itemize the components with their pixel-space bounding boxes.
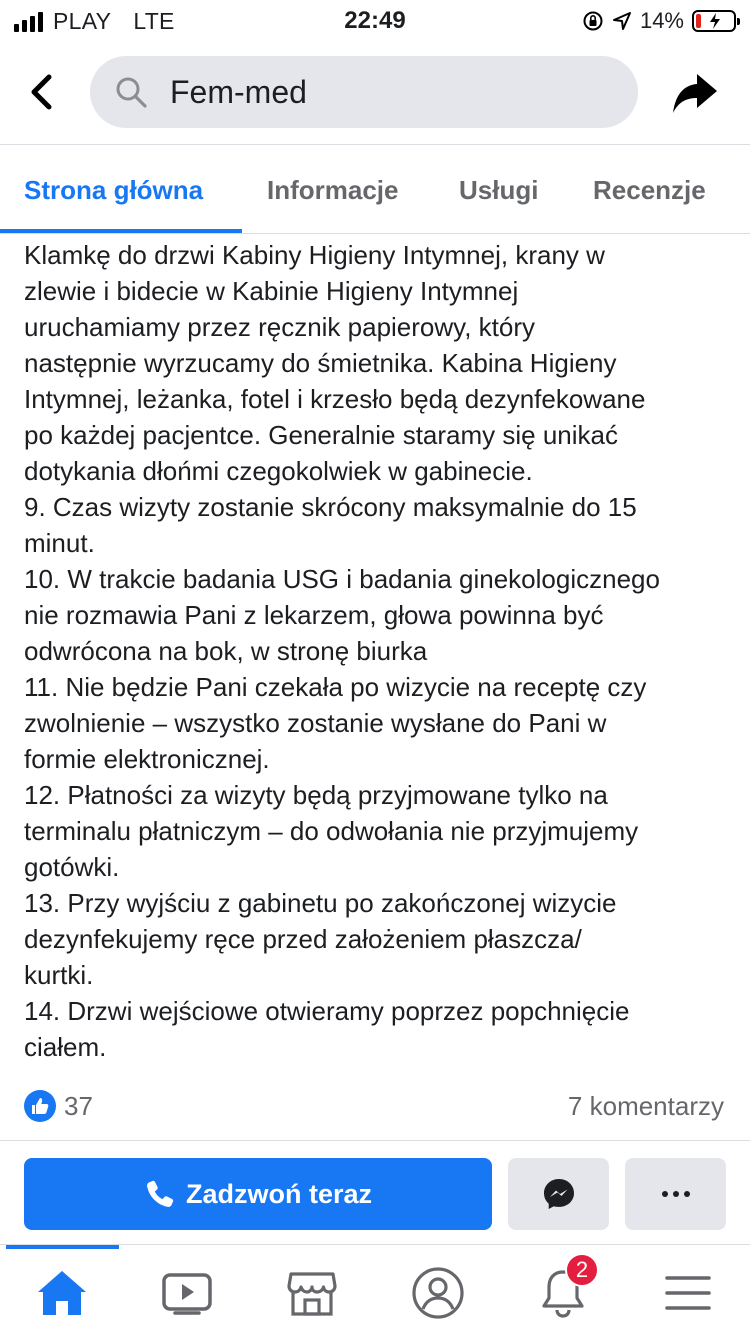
bottom-tab-notifications[interactable] — [533, 1257, 593, 1323]
post-line: 12. Płatności za wizyty będą przyjmowane tylko na — [24, 780, 608, 810]
nav-bar — [0, 50, 750, 136]
post-line: po każdej pacjentce. Generalnie staramy się unikać — [24, 420, 618, 450]
post-line: terminalu płatniczym – do odwołania nie przyjmujemy — [24, 816, 639, 846]
more-dots-icon — [661, 1190, 691, 1198]
post-line: 14. Drzwi wejściowe otwieramy poprzez popchnięcie — [24, 996, 630, 1026]
post-line: 13. Przy wyjściu z gabinetu po zakończonej wizycie — [24, 888, 617, 918]
post-line: minut. — [24, 528, 95, 558]
bottom-tab-menu[interactable] — [658, 1263, 718, 1323]
call-now-button[interactable] — [24, 1158, 492, 1230]
bottom-tab-bar — [0, 1244, 750, 1334]
like-icon[interactable] — [24, 1090, 56, 1122]
location-icon — [612, 11, 632, 31]
post-content — [0, 234, 750, 1140]
post-line: formie elektronicznej. — [24, 744, 270, 774]
bottom-tab-marketplace[interactable] — [282, 1263, 342, 1323]
post-line: gotówki. — [24, 852, 120, 882]
home-icon — [35, 1268, 89, 1318]
like-count[interactable]: 37 — [64, 1090, 93, 1121]
tab-info[interactable]: Informacje — [267, 175, 399, 205]
battery-icon — [692, 10, 736, 32]
status-bar — [0, 0, 750, 42]
tab-reviews[interactable]: Recenzje — [593, 175, 706, 205]
post-text — [24, 237, 736, 1065]
post-line: 9. Czas wizyty zostanie skrócony maksymalnie do 15 — [24, 492, 637, 522]
post-line: Intymnej, leżanka, fotel i krzesło będą dezynfekowane — [24, 384, 646, 414]
messenger-icon — [542, 1177, 576, 1211]
notification-badge: 2 — [565, 1253, 599, 1287]
post-line: odwrócona na bok, w stronę biurka — [24, 636, 428, 666]
post-line: zwolnienie – wszystko zostanie wysłane do Pani w — [24, 708, 607, 738]
more-options-button[interactable] — [625, 1158, 726, 1230]
battery-percent: 14% — [639, 8, 684, 33]
phone-icon — [144, 1178, 176, 1210]
post-line: Klamkę do drzwi Kabiny Higieny Intymnej, krany w — [24, 240, 605, 270]
call-now-label: Zadzwoń teraz — [185, 1178, 373, 1209]
search-query: Fem-med — [170, 73, 307, 110]
back-button[interactable] — [22, 72, 62, 112]
post-line: ciałem. — [24, 1032, 107, 1062]
share-button[interactable] — [670, 68, 720, 118]
comments-link[interactable]: 7 komentarzy — [567, 1091, 724, 1121]
page-tabs — [0, 145, 750, 233]
active-bottom-tab-indicator — [6, 1245, 119, 1249]
video-icon — [161, 1270, 213, 1316]
reactions-row — [24, 1086, 724, 1126]
post-line: zlewie i bidecie w Kabinie Higieny Intymnej — [24, 276, 519, 306]
post-line: kurtki. — [24, 960, 94, 990]
tab-services[interactable]: Usługi — [459, 175, 539, 205]
marketplace-icon — [286, 1268, 338, 1318]
post-line: dotykania dłońmi czegokolwiek w gabinecie. — [24, 456, 533, 486]
orientation-lock-icon — [582, 10, 604, 32]
post-line: uruchamiamy przez ręcznik papierowy, który — [24, 312, 536, 342]
post-line: następnie wyrzucamy do śmietnika. Kabina Higieny — [24, 348, 617, 378]
share-arrow-icon — [670, 68, 720, 118]
post-line: 11. Nie będzie Pani czekała po wizycie na receptę czy — [24, 672, 647, 702]
profile-icon — [411, 1266, 465, 1320]
bottom-tab-watch[interactable] — [157, 1263, 217, 1323]
search-field[interactable] — [90, 56, 638, 128]
tab-home[interactable]: Strona główna — [24, 175, 204, 205]
post-line: 10. W trakcie badania USG i badania ginekologicznego — [24, 564, 660, 594]
messenger-button[interactable] — [508, 1158, 609, 1230]
hamburger-menu-icon — [664, 1273, 712, 1313]
clock: 22:49 — [344, 7, 406, 34]
status-right — [582, 8, 736, 34]
carrier-label: PLAY — [53, 8, 112, 34]
search-icon — [114, 75, 148, 109]
network-label: LTE — [133, 8, 175, 34]
bottom-tab-profile[interactable] — [408, 1263, 468, 1323]
post-line: nie rozmawia Pani z lekarzem, głowa powinna być — [24, 600, 604, 630]
post-line: dezynfekujemy ręce przed założeniem płaszcza/ — [24, 924, 582, 954]
bottom-tab-home[interactable] — [32, 1263, 92, 1323]
chevron-left-icon — [29, 74, 55, 110]
actions-divider — [0, 1140, 750, 1141]
